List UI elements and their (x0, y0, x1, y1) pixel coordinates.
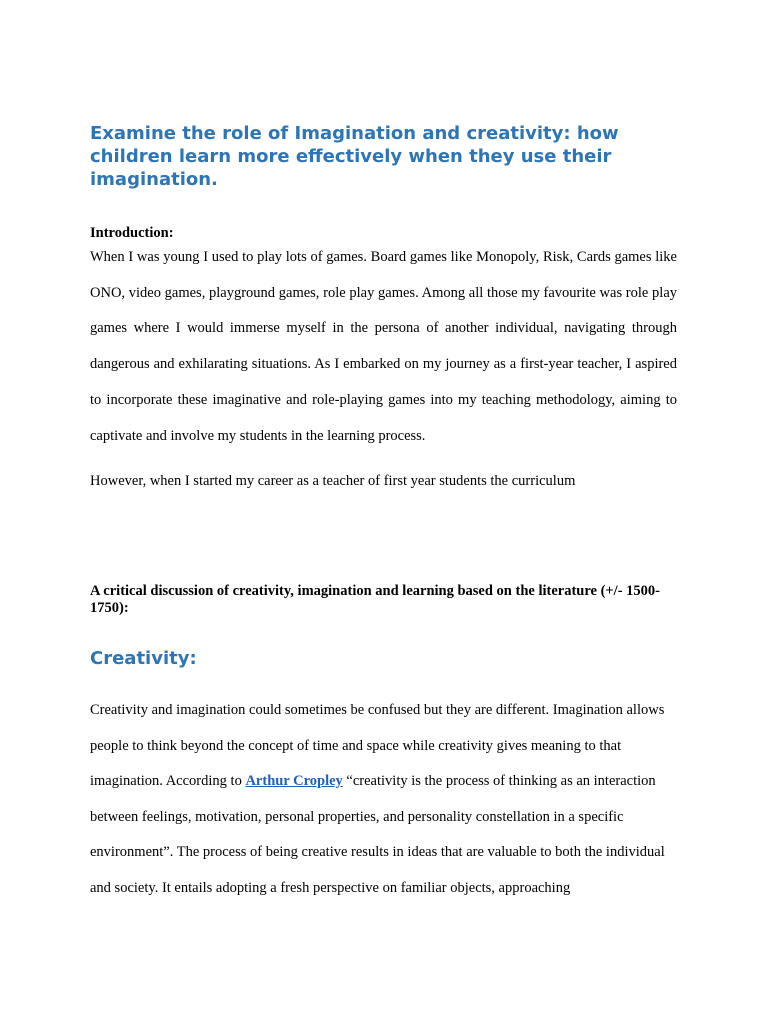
introduction-paragraph: When I was young I used to play lots of games. Board games like Monopoly, Risk, Cards games like ONO, video games, playground games, role play games. Among all those my favourite was role play games where I would immerse myself in the persona of another individual, navigating through dangerous and exhilarating situations. As I embarked on my journey as a first-year teacher, I aspired to incorporate these imaginative and role-playing games into my teaching methodology, aiming to captivate and involve my students in the learning process. (90, 249, 677, 444)
arthur-cropley-link[interactable]: Arthur Cropley (245, 773, 343, 789)
however-paragraph: However, when I started my career as a teacher of first year students the curriculum (90, 473, 576, 489)
literature-discussion-heading: A critical discussion of creativity, imagination and learning based on the literature (+/- 1500-1750): (90, 583, 660, 616)
introduction-heading: Introduction: (90, 225, 174, 241)
creativity-text-before-link: Creativity and imagination could sometimes be confused but they are different. Imagination allows people to think beyond the concept of time and space while creativity gives meaning to that imagination. According to (90, 702, 665, 789)
creativity-heading: Creativity: (90, 648, 197, 669)
creativity-text-after-link: “creativity is the process of thinking as an interaction between feelings, motivation, personal properties, and personality constellation in a specific environment”. The process of being creative results in ideas that are valuable to both the individual and society. It entails adopting a fresh perspective on familiar objects, approaching (90, 773, 665, 896)
document-title: Examine the role of Imagination and creativity: how children learn more effectively when they use their imagination. (90, 123, 619, 190)
creativity-paragraph (90, 693, 677, 906)
